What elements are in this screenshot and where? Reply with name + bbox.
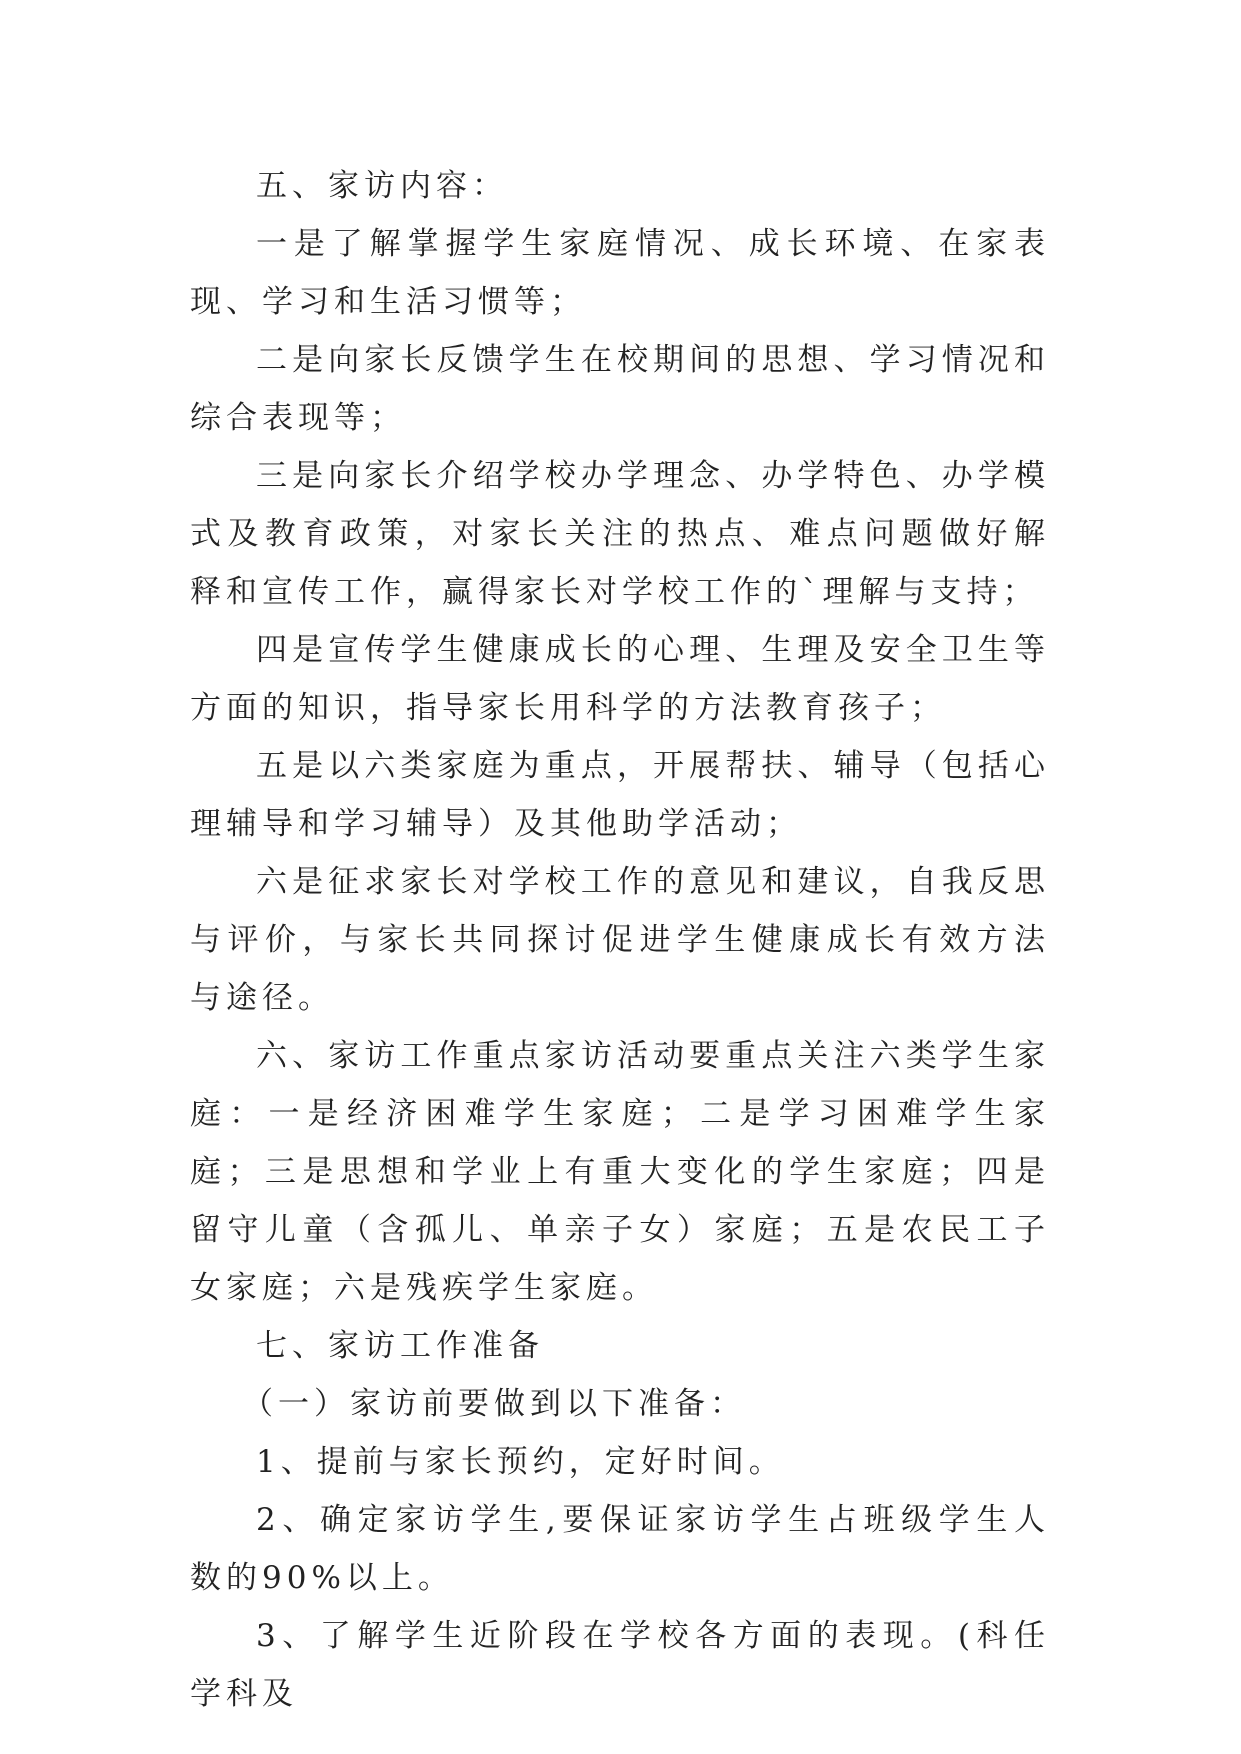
paragraph-item-5: 五是以六类家庭为重点，开展帮扶、辅导（包括心理辅导和学习辅导）及其他助学活动； <box>190 748 1050 842</box>
paragraph-item-2: 二是向家长反馈学生在校期间的思想、学习情况和综合表现等； <box>190 342 1050 436</box>
subsection-heading-before-visit: （一）家访前要做到以下准备： <box>242 1386 746 1422</box>
list-item-2: 2、确定家访学生,要保证家访学生占班级学生人数的90%以上。 <box>190 1502 1050 1596</box>
section-heading-key-families: 六、家访工作重点家访活动要重点关注六类学生家庭：一是经济困难学生家庭；二是学习困难学生家庭；三是思想和学业上有重大变化的学生家庭；四是留守儿童（含孤儿、单亲子女）家庭；五是农民工子女家庭；六是残疾学生家庭。 <box>190 1038 1050 1306</box>
paragraph-item-6: 六是征求家长对学校工作的意见和建议，自我反思与评价，与家长共同探讨促进学生健康成长有效方法与途径。 <box>190 864 1050 1016</box>
section-heading-preparation: 七、家访工作准备 <box>256 1328 544 1364</box>
section-heading-visit-content: 五、家访内容： <box>256 168 508 204</box>
document-body <box>190 157 1050 1723</box>
list-item-1: 1、提前与家长预约，定好时间。 <box>256 1444 785 1480</box>
list-item-3: 3、了解学生近阶段在学校各方面的表现。(科任学科及 <box>190 1618 1050 1712</box>
paragraph-item-4: 四是宣传学生健康成长的心理、生理及安全卫生等方面的知识，指导家长用科学的方法教育孩子； <box>190 632 1050 726</box>
paragraph-item-3: 三是向家长介绍学校办学理念、办学特色、办学模式及教育政策，对家长关注的热点、难点问题做好解释和宣传工作，赢得家长对学校工作的`理解与支持； <box>190 458 1050 610</box>
paragraph-item-1: 一是了解掌握学生家庭情况、成长环境、在家表现、学习和生活习惯等； <box>190 226 1050 320</box>
